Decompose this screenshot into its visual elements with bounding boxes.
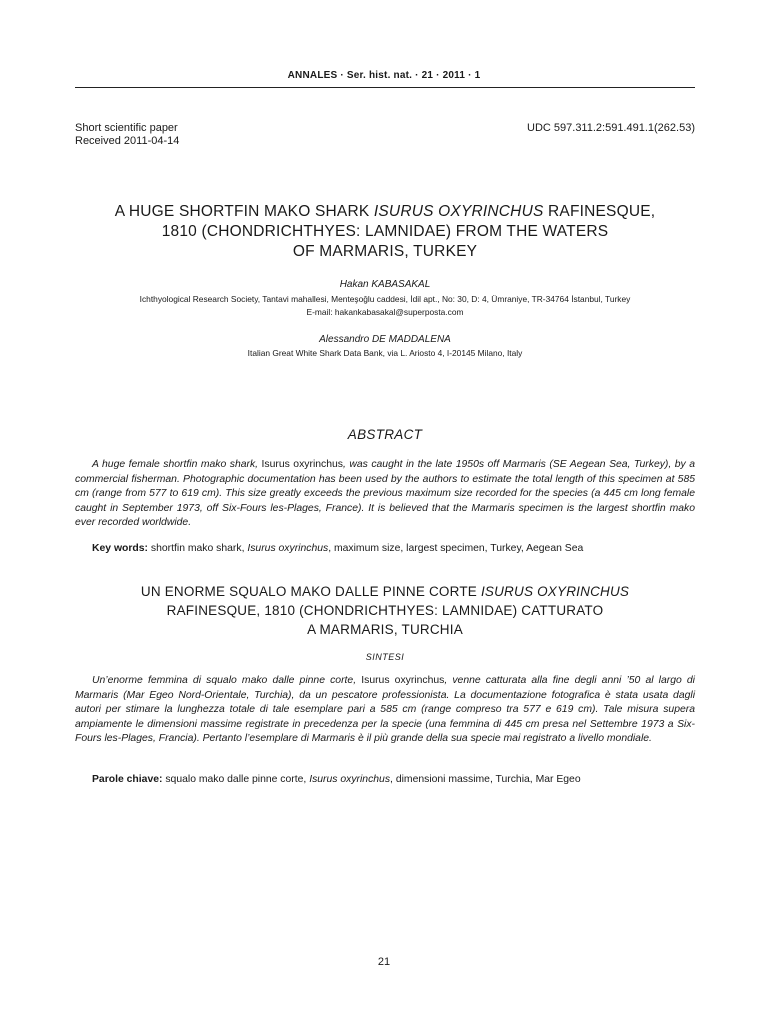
title-line-2: 1810 (CHONDRICHTHYES: LAMNIDAE) FROM THE WATERS bbox=[161, 223, 609, 240]
italian-title-line-3: A MARMARIS, TURCHIA bbox=[307, 622, 463, 637]
italian-title-line-1: UN ENORME SQUALO MAKO DALLE PINNE CORTE ISURUS OXYRINCHUS bbox=[140, 584, 630, 599]
author-affiliation-2: Italian Great White Shark Data Bank, via L. Ariosto 4, I-20145 Milano, Italy bbox=[247, 348, 523, 358]
udc-code: UDC 597.311.2:591.491.1(262.53) bbox=[527, 122, 695, 134]
author-affiliation-1: Ichthyological Research Society, Tantavi mahallesi, Menteşoğlu caddesi, İdil apt., No: 30, D: 4, Ümraniye, TR-34764 İstanbul, Turkey bbox=[139, 294, 631, 304]
title-line-3: OF MARMARIS, TURKEY bbox=[292, 243, 478, 260]
keywords-label: Key words: bbox=[92, 543, 149, 554]
italian-title-line-2: RAFINESQUE, 1810 (CHONDRICHTHYES: LAMNIDAE) CATTURATO bbox=[166, 603, 604, 618]
author-name-1: Hakan KABASAKAL bbox=[339, 279, 431, 290]
parole-chiave-label: Parole chiave: bbox=[92, 774, 163, 785]
title-line-1: A HUGE SHORTFIN MAKO SHARK ISURUS OXYRINCHUS RAFINESQUE, bbox=[114, 203, 656, 220]
italian-title bbox=[75, 582, 695, 639]
running-head: ANNALES · Ser. hist. nat. · 21 · 2011 · 1 bbox=[287, 70, 481, 81]
paper-title bbox=[75, 202, 695, 262]
sintesi-heading: SINTESI bbox=[365, 652, 405, 662]
abstract-heading: ABSTRACT bbox=[347, 427, 423, 442]
parole-chiave: Parole chiave: squalo mako dalle pinne corte, Isurus oxyrinchus, dimensioni massime, Turchia, Mar Egeo bbox=[92, 774, 581, 785]
paper-type: Short scientific paper bbox=[75, 122, 178, 134]
abstract-species: Isurus oxyrinchus bbox=[261, 459, 343, 470]
paper-meta bbox=[75, 122, 179, 148]
keywords: Key words: shortfin mako shark, Isurus oxyrinchus, maximum size, largest specimen, Turkey, Aegean Sea bbox=[92, 543, 584, 554]
title-species: ISURUS OXYRINCHUS bbox=[373, 203, 544, 220]
sintesi-body: Un’enorme femmina di squalo mako dalle pinne corte, Isurus oxyrinchus, venne catturata alla fine degli anni ’50 al largo di Marmaris (Mar Egeo Nord-Orientale, Turchia), da un pescatore professionista. La documentazione fotografica è stata usata dagli autori per stimare la lunghezza totale di tale esemplare pari a 585 cm (range compreso tra 577 e 619 cm). Tale misura supera ampiamente le dimensioni massime registrate in precedenza per la specie (una femmina di 445 cm presa nel Settembre 1973 a Six-Fours les-Plages, Francia). Pertanto l’esemplare di Marmaris è il più grande della sua specie mai registrato a livello mondiale. bbox=[75, 675, 695, 744]
sintesi-species: Isurus oxyrinchus bbox=[361, 675, 445, 686]
author-name-2: Alessandro DE MADDALENA bbox=[319, 334, 451, 345]
received-date: Received 2011-04-14 bbox=[75, 135, 180, 147]
header-rule bbox=[75, 87, 695, 88]
abstract-body: A huge female shortfin mako shark, Isurus oxyrinchus, was caught in the late 1950s off Marmaris (SE Aegean Sea, Turkey), by a commercial fisherman. Photographic documentation has been used by the authors to estimate the total length of this specimen at 585 cm (range from 577 to 619 cm). This size greatly exceeds the previous maximum size recorded for the species (a 445 cm long female caught in September 1973, off Six-Fours les-Plages, France). It is believed that the Marmaris specimen is the largest shortfin mako ever recorded worldwide. bbox=[75, 459, 695, 529]
page-number: 21 bbox=[377, 956, 391, 968]
author-email-1: E-mail: hakankabasakal@superposta.com bbox=[306, 307, 464, 317]
